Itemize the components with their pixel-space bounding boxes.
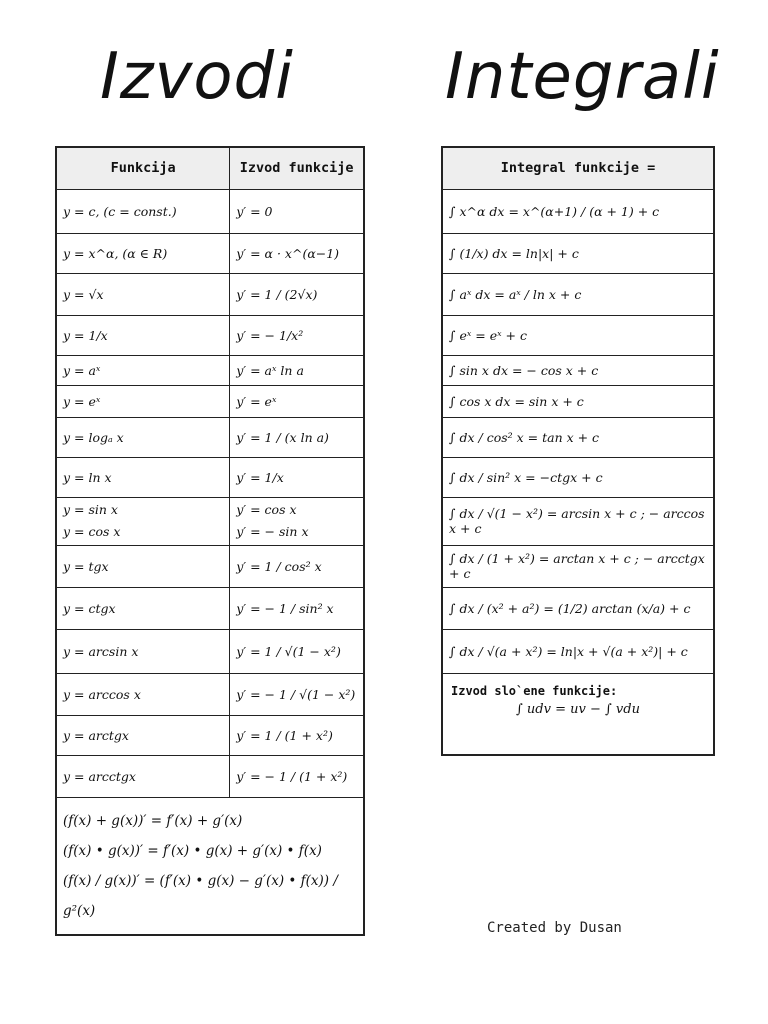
integral-cell: ∫ eˣ = eˣ + c	[442, 315, 714, 355]
derivative-cell: y′ = 1 / cos² x	[230, 545, 364, 587]
derivative-cell: y′ = 1 / √(1 − x²)	[230, 629, 364, 673]
integral-cell: ∫ (1/x) dx = ln|x| + c	[442, 233, 714, 273]
derivative-cell: y′ = − 1 / (1 + x²)	[230, 755, 364, 797]
composite-function-title: Izvod slo`ene funkcije:	[451, 683, 618, 698]
quotient-rule: (f(x) / g(x))′ = (f′(x) • g(x) − g′(x) • f(x)) / g²(x)	[63, 872, 338, 919]
integrals-table	[441, 146, 715, 756]
function-cell: y = logₐ x	[56, 417, 230, 457]
derivative-cell: y′ = 1 / (2√x)	[230, 273, 364, 315]
integral-cell: ∫ aˣ dx = aˣ / ln x + c	[442, 273, 714, 315]
composite-function-box	[442, 673, 714, 755]
derivative-cell: y′ = − 1 / √(1 − x²)	[230, 673, 364, 715]
derivative-rules	[56, 797, 364, 935]
derivative-cell: y′ = 1 / (x ln a)	[230, 417, 364, 457]
product-rule: (f(x) • g(x))′ = f′(x) • g(x) + g′(x) • f(x)	[63, 842, 322, 859]
header-integral-funkcije: Integral funkcije =	[442, 147, 714, 189]
title-integrali: Integrali	[445, 40, 720, 114]
function-cell: y = arcctgx	[56, 755, 230, 797]
derivative-cell: y′ = 1 / (1 + x²)	[230, 715, 364, 755]
function-cell: y = aˣ	[56, 355, 230, 385]
derivative-cell: y′ = 1/x	[230, 457, 364, 497]
derivative-cell: y′ = 0	[230, 189, 364, 233]
derivatives-table	[55, 146, 365, 936]
header-funkcija: Funkcija	[56, 147, 230, 189]
title-izvodi: Izvodi	[100, 40, 294, 114]
function-cell: y = arccos x	[56, 673, 230, 715]
integration-by-parts-formula: ∫ udv = uv − ∫ vdu	[516, 701, 640, 717]
function-cell: y = x^α, (α ∈ R)	[56, 233, 230, 273]
derivative-cell: y′ = − 1/x²	[230, 315, 364, 355]
derivative-cell: y′ = cos x y′ = − sin x	[230, 497, 364, 545]
derivative-cell: y′ = aˣ ln a	[230, 355, 364, 385]
function-cell: y = arcsin x	[56, 629, 230, 673]
derivative-cell: y′ = − 1 / sin² x	[230, 587, 364, 629]
integral-cell: ∫ dx / (x² + a²) = (1/2) arctan (x/a) + c	[442, 587, 714, 629]
derivative-cell: y′ = eˣ	[230, 385, 364, 417]
credit-text: Created by Dusan	[487, 920, 622, 936]
integral-cell: ∫ dx / √(a + x²) = ln|x + √(a + x²)| + c	[442, 629, 714, 673]
header-izvod-funkcije: Izvod funkcije	[230, 147, 364, 189]
function-cell: y = eˣ	[56, 385, 230, 417]
integral-cell: ∫ cos x dx = sin x + c	[442, 385, 714, 417]
function-cell: y = sin x y = cos x	[56, 497, 230, 545]
function-cell: y = c, (c = const.)	[56, 189, 230, 233]
sum-rule: (f(x) + g(x))′ = f′(x) + g′(x)	[63, 812, 243, 829]
function-cell: y = arctgx	[56, 715, 230, 755]
integral-cell: ∫ sin x dx = − cos x + c	[442, 355, 714, 385]
integral-cell: ∫ x^α dx = x^(α+1) / (α + 1) + c	[442, 189, 714, 233]
integral-cell: ∫ dx / sin² x = −ctgx + c	[442, 457, 714, 497]
integral-cell: ∫ dx / cos² x = tan x + c	[442, 417, 714, 457]
function-cell: y = ln x	[56, 457, 230, 497]
derivative-cell: y′ = α · x^(α−1)	[230, 233, 364, 273]
function-cell: y = ctgx	[56, 587, 230, 629]
integral-cell: ∫ dx / (1 + x²) = arctan x + c ; − arcctgx + c	[442, 545, 714, 587]
integral-cell: ∫ dx / √(1 − x²) = arcsin x + c ; − arccos x + c	[442, 497, 714, 545]
function-cell: y = √x	[56, 273, 230, 315]
function-cell: y = 1/x	[56, 315, 230, 355]
function-cell: y = tgx	[56, 545, 230, 587]
